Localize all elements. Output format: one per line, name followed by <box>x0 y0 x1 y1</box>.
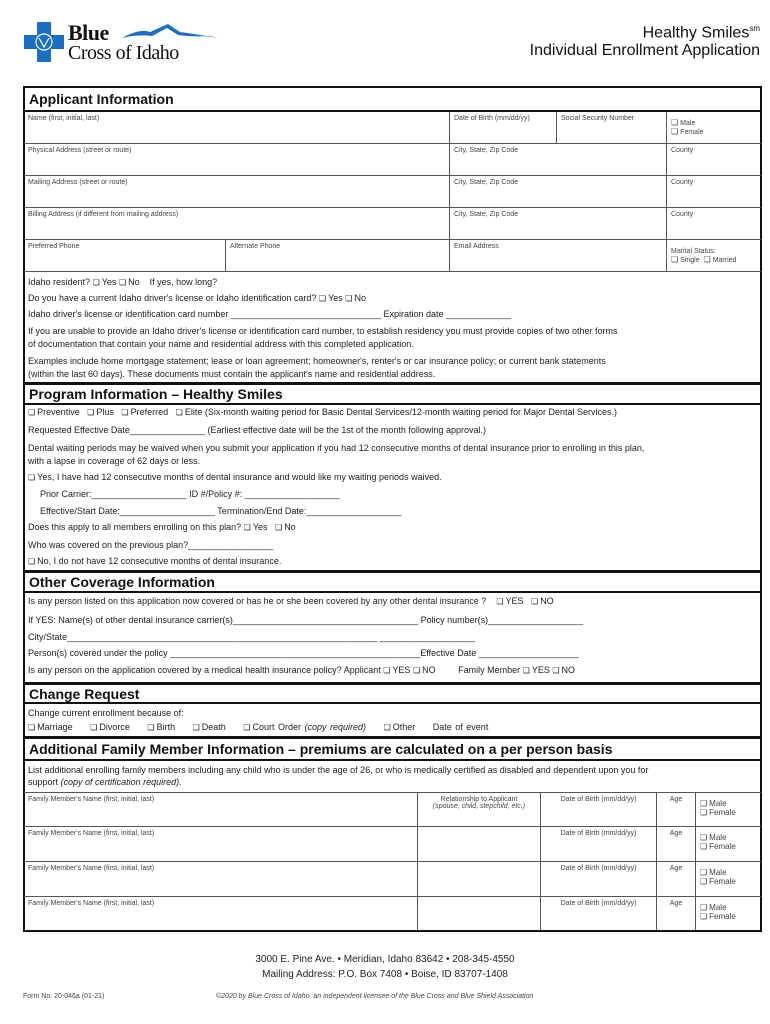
apply-all-line: Does this apply to all members enrolling on this plan? ❏ Yes ❏ No <box>28 522 296 532</box>
unable-text-2: of documentation that contain your name and residential address with this completed application. <box>28 339 414 349</box>
other-yes-checkbox[interactable]: ❏ YES <box>496 596 523 606</box>
billing-csz-field[interactable]: City, State, Zip Code <box>450 208 667 240</box>
family-male-checkbox[interactable]: ❏ Male <box>700 833 757 842</box>
logo-cross-of-idaho: Cross of Idaho <box>68 42 179 64</box>
marriage-checkbox[interactable]: ❏ Marriage <box>28 722 73 732</box>
preferred-phone-field[interactable]: Preferred Phone <box>24 240 226 272</box>
applicant-yes-checkbox[interactable]: ❏ YES <box>383 665 410 675</box>
mountain-logo-icon <box>120 22 220 42</box>
city-state-line[interactable]: City/State______________________________________________________________ ___________________ <box>28 632 475 642</box>
female-checkbox[interactable]: ❏ Female <box>671 127 757 136</box>
family-dob-field[interactable]: Date of Birth (mm/dd/yy) <box>541 862 657 897</box>
family-gender-cell <box>696 862 761 897</box>
section-change-request-header: Change Request <box>23 682 762 704</box>
plan-preferred-checkbox[interactable]: ❏ Preferred <box>121 407 168 417</box>
blue-cross-logo-icon <box>24 22 64 62</box>
persons-covered-line[interactable]: Person(s) covered under the policy __________________________________________________Effective Date ____________________ <box>28 648 579 658</box>
gender-cell <box>667 112 761 144</box>
product-title: Healthy Smiles$^{sm}$ <box>642 24 760 42</box>
family-dob-field[interactable]: Date of Birth (mm/dd/yy) <box>541 897 657 930</box>
license-no-checkbox[interactable]: ❏ No <box>345 293 366 303</box>
family-age-field[interactable]: Age <box>657 827 696 862</box>
marital-label: Marital Status: <box>671 248 716 255</box>
relationship-field[interactable] <box>418 827 541 862</box>
logo-blue: Blue <box>68 20 109 45</box>
death-checkbox[interactable]: ❏ Death <box>193 722 226 732</box>
other-no-checkbox[interactable]: ❏ NO <box>531 596 554 606</box>
billing-county-field[interactable]: County <box>667 208 761 240</box>
examples-text-1: Examples include home mortgage statement; lease or loan agreement; homeowner's, renter's or car insurance policy; or current bank statements <box>28 356 606 366</box>
mailing-address-field[interactable]: Mailing Address (street or route) <box>24 176 450 208</box>
carrier-line[interactable]: If YES: Name(s) of other dental insurance carrier(s)_____________________________________ Policy number(s)___________________ <box>28 615 584 625</box>
family-age-field[interactable]: Age <box>657 862 696 897</box>
medical-coverage-line: Is any person on the application covered by a medical health insurance policy? Applicant ❏ YES ❏ NO Family Member ❏ YES ❏ NO <box>28 665 575 675</box>
relationship-field[interactable]: Relationship to Applicant (spouse, child, stepchild, etc.) <box>418 792 541 827</box>
family-female-checkbox[interactable]: ❏ Female <box>700 877 757 886</box>
section-program-header: Program Information – Healthy Smiles <box>23 382 762 405</box>
email-field[interactable]: Email Address <box>450 240 667 272</box>
family-gender-cell <box>696 792 761 827</box>
relationship-field[interactable] <box>418 862 541 897</box>
dob-field[interactable]: Date of Birth (mm/dd/yy) <box>450 112 557 144</box>
section-family-header: Additional Family Member Information – premiums are calculated on a per person basis <box>23 736 762 761</box>
alternate-phone-field[interactable]: Alternate Phone <box>226 240 450 272</box>
idaho-resident-line: Idaho resident? ❏ Yes ❏ No If yes, how long? <box>28 277 217 287</box>
resident-no-checkbox[interactable]: ❏ No <box>119 277 140 287</box>
physical-county-field[interactable]: County <box>667 144 761 176</box>
family-name-field[interactable]: Family Member's Name (first, initial, last) <box>24 792 418 827</box>
change-options-line: ❏ Marriage ❏ Divorce ❏ Birth ❏ Death ❏ Court Order (copy required) ❏ Other Date of event <box>28 722 488 732</box>
mailing-csz-field[interactable]: City, State, Zip Code <box>450 176 667 208</box>
license-question-line: Do you have a current Idaho driver's license or Idaho identification card? ❏ Yes ❏ No <box>28 293 366 303</box>
married-checkbox[interactable]: ❏ Married <box>704 257 737 264</box>
waive-no-checkbox[interactable]: ❏ No, I do not have 12 consecutive months of dental insurance. <box>28 556 281 566</box>
form-number: Form No. 20-046a (01-21) <box>23 993 105 1000</box>
section-applicant-header: Applicant Information <box>23 88 762 112</box>
family-gender-cell <box>696 827 761 862</box>
family-female-checkbox[interactable]: ❏ Female <box>700 842 757 851</box>
coverage-dates-line[interactable]: Effective/Start Date:___________________ Termination/End Date:___________________ <box>40 506 402 516</box>
family-gender-cell <box>696 897 761 930</box>
footer-mailing: Mailing Address: P.O. Box 7408 • Boise, ID 83707-1408 <box>262 969 508 980</box>
plan-plus-checkbox[interactable]: ❏ Plus <box>87 407 114 417</box>
family-name-field[interactable]: Family Member's Name (first, initial, last) <box>24 862 418 897</box>
copyright: ©2020 by Blue Cross of Idaho, an independent licensee of the Blue Cross and Blue Shield Association <box>216 993 534 1000</box>
family-name-field[interactable]: Family Member's Name (first, initial, last) <box>24 827 418 862</box>
family-intro-2: support (copy of certification required). <box>28 777 182 787</box>
applicant-no-checkbox[interactable]: ❏ NO <box>413 665 436 675</box>
family-male-checkbox[interactable]: ❏ Male <box>700 868 757 877</box>
family-age-field[interactable]: Age <box>657 897 696 930</box>
prior-carrier-line[interactable]: Prior Carrier:___________________ ID #/Policy #: ___________________ <box>40 489 340 499</box>
court-order-checkbox[interactable]: ❏ Court Order <box>243 722 301 732</box>
male-checkbox[interactable]: ❏ Male <box>671 118 757 127</box>
family-dob-field[interactable]: Date of Birth (mm/dd/yy) <box>541 792 657 827</box>
family-male-checkbox[interactable]: ❏ Male <box>700 799 757 808</box>
family-no-checkbox[interactable]: ❏ NO <box>552 665 575 675</box>
apply-yes-checkbox[interactable]: ❏ Yes <box>244 522 268 532</box>
unable-text-1: If you are unable to provide an Idaho driver's license or identification card number, to establish residency you must provide copies of two other forms <box>28 326 618 336</box>
plan-options-line: ❏ Preventive ❏ Plus ❏ Preferred ❏ Elite (Six-month waiting period for Basic Dental Services/12-month waiting period for Major Dental Services.) <box>28 407 617 417</box>
family-male-checkbox[interactable]: ❏ Male <box>700 903 757 912</box>
other-dental-question: Is any person listed on this application now covered or has he or she been covered by any other dental insurance ? ❏ YES ❏ NO <box>28 596 554 606</box>
license-number-line[interactable]: Idaho driver's license or identification card number ______________________________ Expiration date _____________ <box>28 309 512 319</box>
family-age-field[interactable]: Age <box>657 792 696 827</box>
single-checkbox[interactable]: ❏ Single <box>671 257 700 264</box>
apply-no-checkbox[interactable]: ❏ No <box>275 522 296 532</box>
mailing-county-field[interactable]: County <box>667 176 761 208</box>
examples-text-2: (within the last 60 days). These documents must contain the applicant's name and residential address. <box>28 369 436 379</box>
marital-cell <box>667 240 761 272</box>
family-female-checkbox[interactable]: ❏ Female <box>700 912 757 921</box>
license-yes-checkbox[interactable]: ❏ Yes <box>319 293 343 303</box>
family-dob-field[interactable]: Date of Birth (mm/dd/yy) <box>541 827 657 862</box>
family-yes-checkbox[interactable]: ❏ YES <box>523 665 550 675</box>
birth-checkbox[interactable]: ❏ Birth <box>147 722 175 732</box>
billing-address-field[interactable]: Billing Address (if different from mailing address) <box>24 208 450 240</box>
divorce-checkbox[interactable]: ❏ Divorce <box>90 722 130 732</box>
family-intro-1: List additional enrolling family members including any child who is under the age of 26, or who is medically certified as disabled and dependent upon you for <box>28 765 649 775</box>
section-other-coverage-header: Other Coverage Information <box>23 570 762 593</box>
waive-yes-checkbox[interactable]: ❏ Yes, I have had 12 consecutive months of dental insurance and would like my waiting periods waived. <box>28 472 442 482</box>
date-of-event-label[interactable]: Date of event <box>432 722 489 732</box>
plan-elite-checkbox[interactable]: ❏ Elite <box>176 407 203 417</box>
footer-address: 3000 E. Pine Ave. • Meridian, Idaho 83642 • 208-345-4550 <box>255 954 515 965</box>
family-name-field[interactable]: Family Member's Name (first, initial, last) <box>24 897 418 930</box>
change-because-label: Change current enrollment because of: <box>28 708 184 718</box>
family-female-checkbox[interactable]: ❏ Female <box>700 808 757 817</box>
relationship-field[interactable] <box>418 897 541 930</box>
other-checkbox[interactable]: ❏ Other <box>384 722 416 732</box>
form-title: Individual Enrollment Application <box>529 42 760 59</box>
previous-plan-line[interactable]: Who was covered on the previous plan?_________________ <box>28 540 274 550</box>
plan-preventive-checkbox[interactable]: ❏ Preventive <box>28 407 80 417</box>
physical-address-field[interactable]: Physical Address (street or route) <box>24 144 450 176</box>
waive-text-1: Dental waiting periods may be waived when you submit your application if you had 12 consecutive months of dental insurance prior to enrolling in this plan, <box>28 443 645 453</box>
waive-text-2: with a lapse in coverage of 62 days or less. <box>28 456 201 466</box>
physical-csz-field[interactable]: City, State, Zip Code <box>450 144 667 176</box>
resident-yes-checkbox[interactable]: ❏ Yes <box>93 277 117 287</box>
effective-date-line[interactable]: Requested Effective Date_______________ (Earliest effective date will be the 1st of the month following approval.) <box>28 425 486 435</box>
name-field[interactable]: Name (first, initial, last) <box>24 112 450 144</box>
ssn-field[interactable]: Social Security Number <box>557 112 667 144</box>
